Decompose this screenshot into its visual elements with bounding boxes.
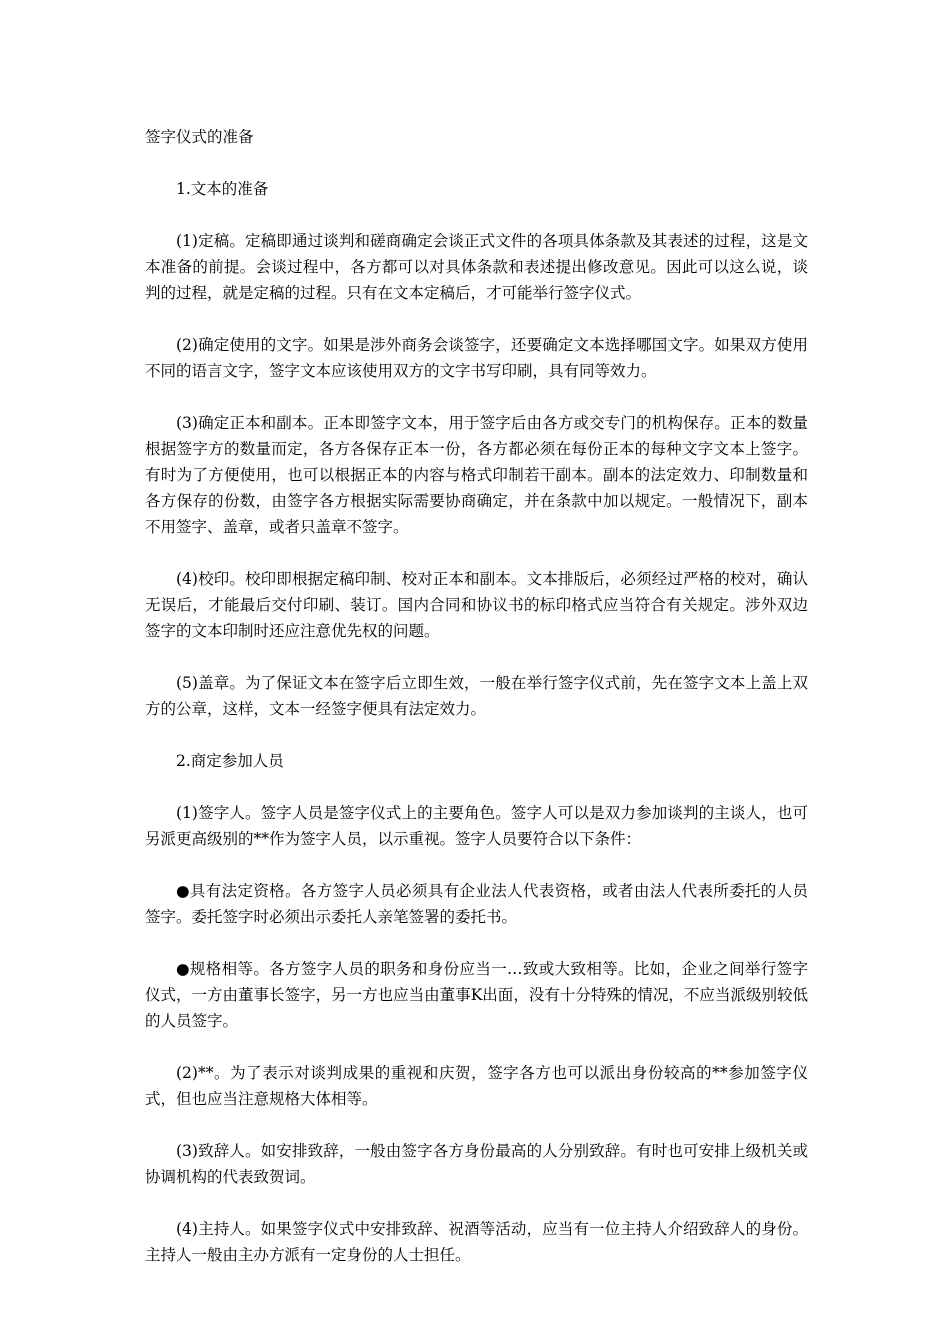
paragraph-guests: (2)**。为了表示对谈判成果的重视和庆贺，签字各方也可以派出身份较高的**参加签字仪式，但也应当注意规格大体相等。 <box>145 1064 808 1108</box>
document-page <box>145 124 808 1294</box>
paragraph-language: (2)确定使用的文字。如果是涉外商务会谈签字，还要确定文本选择哪国文字。如果双方使用不同的语言文字，签字文本应该使用双方的文字书写印刷，具有同等效力。 <box>145 336 808 380</box>
paragraph-finalize: (1)定稿。定稿即通过谈判和磋商确定会谈正式文件的各项具体条款及其表述的过程，这是文本准备的前提。会谈过程中，各方都可以对具体条款和表述提出修改意见。因此可以这么说，谈判的过程，就是定稿的过程。只有在文本定稿后，才可能举行签字仪式。 <box>145 232 808 302</box>
paragraph-signer: (1)签字人。签字人员是签字仪式上的主要角色。签字人可以是双力参加谈判的主谈人，也可另派更高级别的**作为签字人员，以示重视。签字人员要符合以下条件： <box>145 804 808 848</box>
bullet-legal-qualification: ●具有法定资格。各方签字人员必须具有企业法人代表资格，或者由法人代表所委托的人员签字。委托签字时必须出示委托人亲笔签署的委托书。 <box>145 882 808 926</box>
section-heading-text-prep: 1.文本的准备 <box>176 180 269 198</box>
bullet-equal-rank: ●规格相等。各方签字人员的职务和身份应当一…致或大致相等。比如，企业之间举行签字仪式，一方由董事长签字，另一方也应当由董事K出面，没有十分特殊的情况，不应当派级别较低的人员签字。 <box>145 960 808 1030</box>
paragraph-original-copy: (3)确定正本和副本。正本即签字文本，用于签字后由各方或交专门的机构保存。正本的数量根据签字方的数量而定，各方各保存正本一份，各方都必须在每份正本的每种文字文本上签字。有时为了方便使用，也可以根据正本的内容与格式印制若干副本。副本的法定效力、印制数量和各方保存的份数，由签字各方根据实际需要协商确定，并在条款中加以规定。一般情况下，副本不用签字、盖章，或者只盖章不签字。 <box>145 414 808 536</box>
paragraph-seal: (5)盖章。为了保证文本在签字后立即生效，一般在举行签字仪式前，先在签字文本上盖上双方的公章，这样，文本一经签字便具有法定效力。 <box>145 674 808 718</box>
paragraph-proofread: (4)校印。校印即根据定稿印制、校对正本和副本。文本排版后，必须经过严格的校对，确认无误后，才能最后交付印刷、装订。国内合同和协议书的标印格式应当符合有关规定。涉外双边签字的文本印制时还应注意优先权的问题。 <box>145 570 808 640</box>
section-heading-participants: 2.商定参加人员 <box>176 752 284 770</box>
document-title: 签字仪式的准备 <box>145 128 254 146</box>
paragraph-host: (4)主持人。如果签字仪式中安排致辞、祝酒等活动，应当有一位主持人介绍致辞人的身份。主持人一般由主办方派有一定身份的人士担任。 <box>145 1220 808 1264</box>
paragraph-speaker: (3)致辞人。如安排致辞，一般由签字各方身份最高的人分别致辞。有时也可安排上级机关或协调机构的代表致贺词。 <box>145 1142 808 1186</box>
